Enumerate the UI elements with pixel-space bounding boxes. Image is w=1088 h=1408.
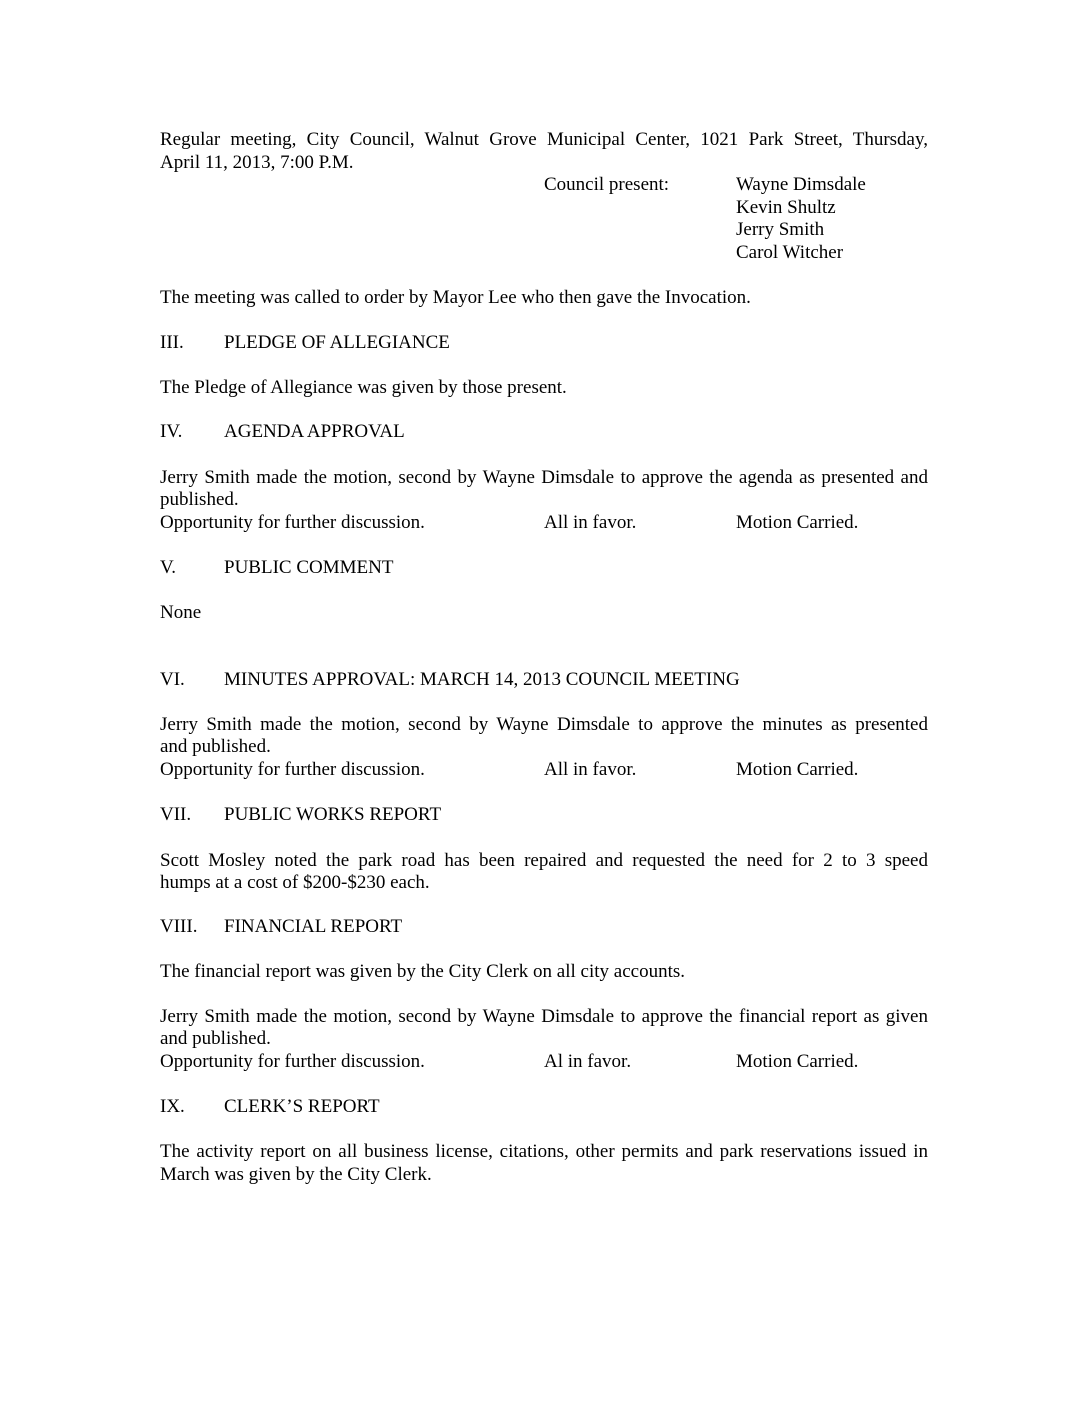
attendance-row: [0, 242, 1088, 264]
clerk-body-line2: March was given by the City Clerk.: [160, 1164, 432, 1185]
pledge-body: The Pledge of Allegiance was given by those present.: [160, 377, 567, 398]
agenda-motion-line2: published.: [160, 489, 239, 510]
council-member: Jerry Smith: [736, 219, 825, 240]
council-present-label: Council present:: [544, 174, 670, 195]
section-heading-clerk: [0, 1096, 1088, 1118]
section-heading-pledge: [0, 332, 1088, 354]
section-title: CLERK’S REPORT: [224, 1096, 380, 1117]
vote-discussion: Opportunity for further discussion.: [160, 1051, 425, 1072]
meeting-header-line2: April 11, 2013, 7:00 P.M.: [160, 152, 354, 173]
vote-discussion: Opportunity for further discussion.: [160, 759, 425, 780]
section-title: AGENDA APPROVAL: [224, 421, 405, 442]
attendance-row: [0, 174, 1088, 196]
attendance-row: [0, 219, 1088, 241]
minutes-motion-line1: Jerry Smith made the motion, second by Wayne Dimsdale to approve the minutes as presented: [160, 714, 928, 735]
call-to-order: The meeting was called to order by Mayor Lee who then gave the Invocation.: [160, 287, 751, 308]
section-heading-agenda: [0, 421, 1088, 443]
vote-result: All in favor.: [544, 512, 637, 533]
council-member: Carol Witcher: [736, 242, 844, 263]
financial-body: The financial report was given by the City Clerk on all city accounts.: [160, 961, 685, 982]
section-title: MINUTES APPROVAL: MARCH 14, 2013 COUNCIL MEETING: [224, 669, 740, 690]
section-number: V.: [160, 557, 177, 578]
public-comment-body: None: [160, 602, 202, 623]
motion-status: Motion Carried.: [736, 512, 859, 533]
minutes-motion-line2: and published.: [160, 736, 271, 757]
motion-status: Motion Carried.: [736, 759, 859, 780]
section-title: PUBLIC WORKS REPORT: [224, 804, 442, 825]
section-heading-public-works: [0, 804, 1088, 826]
agenda-motion-line1: Jerry Smith made the motion, second by Wayne Dimsdale to approve the agenda as presented and: [160, 467, 928, 488]
motion-status: Motion Carried.: [736, 1051, 859, 1072]
section-number: IV.: [160, 421, 183, 442]
vote-result: Al in favor.: [544, 1051, 632, 1072]
section-heading-minutes: [0, 669, 1088, 691]
section-number: VII.: [160, 804, 192, 825]
financial-vote-row: [0, 1051, 1088, 1073]
section-number: III.: [160, 332, 184, 353]
financial-motion-line2: and published.: [160, 1028, 271, 1049]
vote-result: All in favor.: [544, 759, 637, 780]
agenda-vote-row: [0, 512, 1088, 534]
council-member: Wayne Dimsdale: [736, 174, 866, 195]
clerk-body-line1: The activity report on all business license, citations, other permits and park reservations issued in: [160, 1141, 928, 1162]
section-heading-public-comment: [0, 557, 1088, 579]
public-works-body-line1: Scott Mosley noted the park road has been repaired and requested the need for 2 to 3 speed: [160, 850, 928, 871]
section-number: VIII.: [160, 916, 198, 937]
council-member: Kevin Shultz: [736, 197, 836, 218]
attendance-row: [0, 197, 1088, 219]
section-heading-financial: [0, 916, 1088, 938]
section-number: IX.: [160, 1096, 185, 1117]
minutes-vote-row: [0, 759, 1088, 781]
vote-discussion: Opportunity for further discussion.: [160, 512, 425, 533]
meeting-header-line1: Regular meeting, City Council, Walnut Grove Municipal Center, 1021 Park Street, Thursday,: [160, 129, 928, 150]
section-title: PLEDGE OF ALLEGIANCE: [224, 332, 450, 353]
public-works-body-line2: humps at a cost of $200-$230 each.: [160, 872, 430, 893]
section-number: VI.: [160, 669, 185, 690]
section-title: PUBLIC COMMENT: [224, 557, 394, 578]
section-title: FINANCIAL REPORT: [224, 916, 403, 937]
financial-motion-line1: Jerry Smith made the motion, second by Wayne Dimsdale to approve the financial report as given: [160, 1006, 928, 1027]
